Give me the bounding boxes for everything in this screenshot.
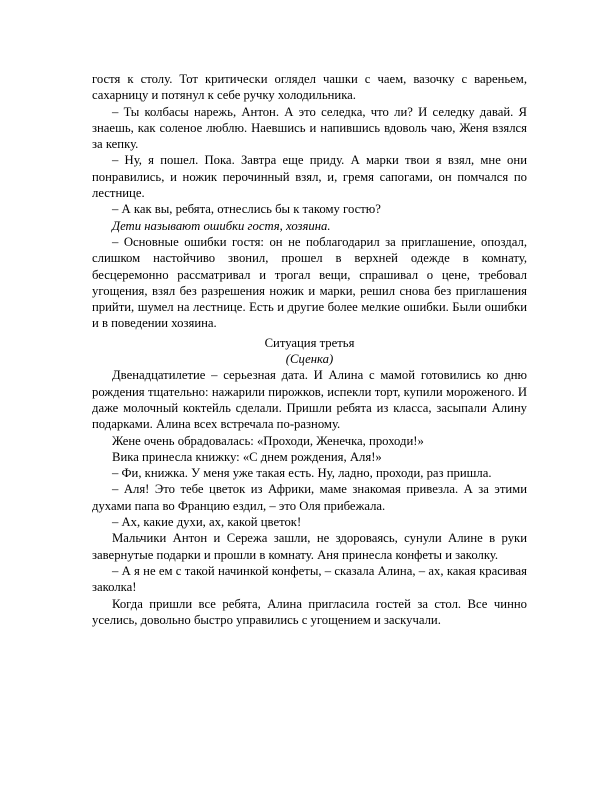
paragraph-birthday-intro: Двенадцатилетие – серьезная дата. И Алина с мамой готовились ко дню рождения тщательно: нажарили пирожков, испекли торт, купили мороженого. И даже молочный коктейль сделали. Пришли ребята из класса, засыпали Алину подарками. Алина всех встречала по-разному. — [92, 368, 527, 432]
paragraph-boys-gifts: Мальчики Антон и Сережа зашли, не здороваясь, сунули Алине в руки завернутые подарки и прошли в комнату. Аня принесла конфеты и заколку. — [92, 531, 527, 562]
paragraph-guest-errors: – Основные ошибки гостя: он не поблагодарил за приглашение, опоздал, слишком настойчиво звонил, прошел в верхней одежде в комнату, бесцеремонно рассматривал и трогал вещи, спрашивал о цене, требовал угощения, взял без разрешения ножик и марки, решил снова без приглашения прийти, шумел на лестнице. Есть и другие более мелкие ошибки. Были ошибки и в поведении хозяина. — [92, 234, 527, 331]
paragraph-dialogue-candy: – А я не ем с такой начинкой конфеты, – сказала Алина, – ах, какая красивая заколка! — [92, 563, 527, 595]
section-heading: Ситуация третья — [264, 335, 355, 350]
document-body — [92, 71, 527, 628]
paragraph-table: Когда пришли все ребята, Алина пригласила гостей за стол. Все чинно уселись, довольно быстро управились с угощением и заскучали. — [92, 596, 527, 627]
paragraph-vika-book: Вика принесла книжку: «С днем рождения, Аля!» — [112, 449, 382, 464]
paragraph-continuation: гостя к столу. Тот критически оглядел чашки с чаем, вазочку с вареньем, сахарницу и потянул к себе ручку холодильника. — [92, 72, 527, 103]
paragraph-dialogue-anton-sausage: – Ты колбасы нарежь, Антон. А это селедка, что ли? И селедку давай. Я знаешь, как соленое люблю. Наевшись и напившись вдоволь чаю, Женя взялся за кепку. — [92, 104, 527, 152]
paragraph-question: – А как вы, ребята, отнеслись бы к такому гостю? — [112, 202, 381, 217]
paragraph-dialogue-leaving: – Ну, я пошел. Пока. Завтра еще приду. А марки твои я взял, мне они понравились, и ножик перочинный взял, и, гремя сапогами, он помчался по лестнице. — [92, 153, 527, 201]
section-subheading: (Сценка) — [285, 352, 334, 367]
paragraph-dialogue-olya: – Аля! Это тебе цветок из Африки, маме знакомая привезла. А за этими духами папа во Францию ездил, – это Оля прибежала. — [92, 482, 527, 513]
paragraph-dialogue-book: – Фи, книжка. У меня уже такая есть. Ну, ладно, проходи, раз пришла. — [112, 466, 492, 481]
paragraph-zhenya-greeting: Жене очень обрадовалась: «Проходи, Женечка, проходи!» — [112, 433, 424, 448]
paragraph-dialogue-perfume: – Ах, какие духи, ах, какой цветок! — [112, 515, 302, 530]
paragraph-stage-direction: Дети называют ошибки гостя, хозяина. — [112, 218, 331, 233]
